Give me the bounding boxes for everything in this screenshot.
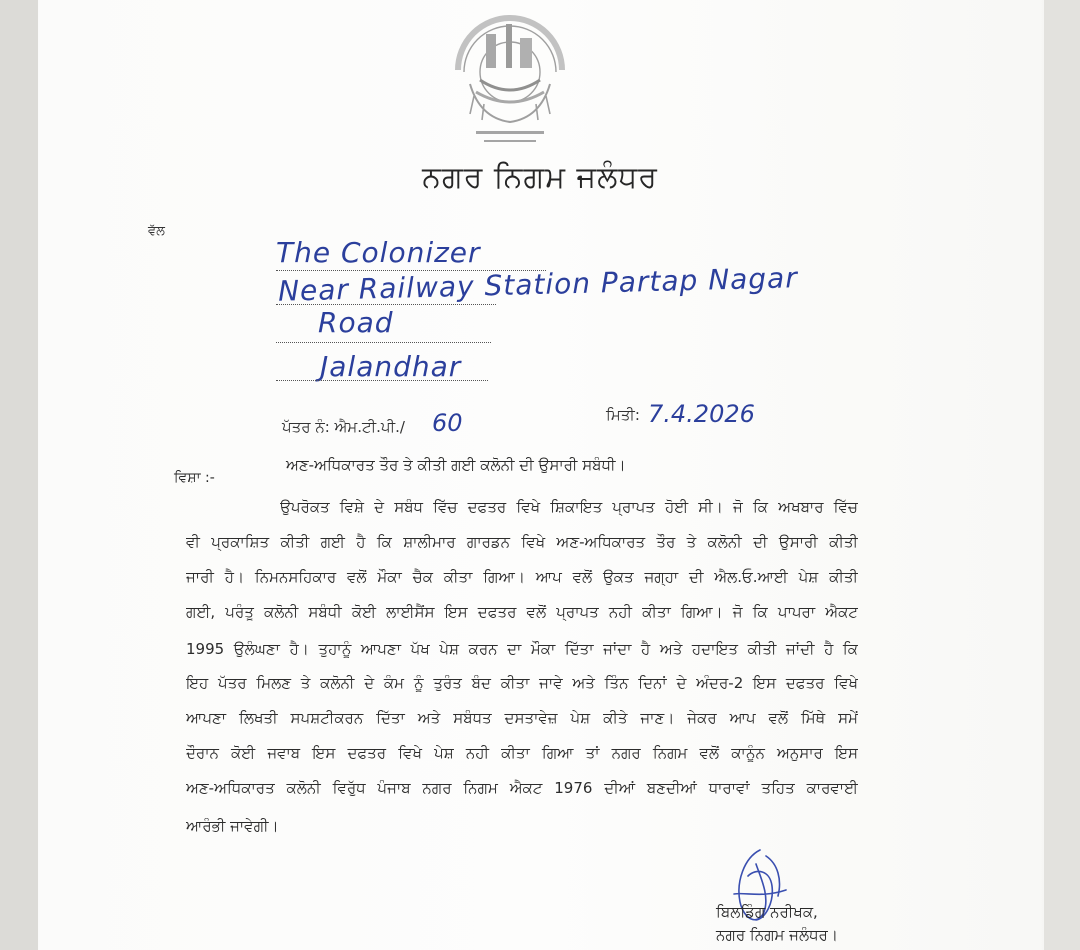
- letter-number-label: ਪੱਤਰ ਨੰ: ਐਮ.ਟੀ.ਪੀ./: [282, 418, 405, 436]
- body-line: ਅਣ-ਅਧਿਕਾਰਤ ਕਲੋਨੀ ਵਿਰੁੱਧ ਪੰਜਾਬ ਨਗਰ ਨਿਗਮ ਐਕਟ 1976 ਦੀਆਂ ਬਣਦੀਆਂ ਧਾਰਾਵਾਂ ਤਹਿਤ ਕਾਰਵਾਈ: [186, 779, 858, 797]
- body-line: ਵੀ ਪ੍ਰਕਾਸ਼ਿਤ ਕੀਤੀ ਗਈ ਹੈ ਕਿ ਸ਼ਾਲੀਮਾਰ ਗਾਰਡਨ ਵਿਖੇ ਅਣ-ਅਧਿਕਾਰਤ ਤੌਰ ਤੇ ਕਲੋਨੀ ਦੀ ਉਸਾਰੀ ਕੀਤੀ: [186, 533, 858, 551]
- letter-number-value: 60: [432, 409, 463, 437]
- municipal-seal-logo: [440, 0, 580, 150]
- date-label: ਮਿਤੀ:: [606, 406, 640, 424]
- body-line: ਗਈ, ਪਰੰਤੂ ਕਲੋਨੀ ਸਬੰਧੀ ਕੋਈ ਲਾਈਸੈਂਸ ਇਸ ਦਫਤਰ ਵਲੋਂ ਪ੍ਰਾਪਤ ਨਹੀ ਕੀਤਾ ਗਿਆ। ਜੋ ਕਿ ਪਾਪਰਾ ਐਕਟ: [186, 603, 858, 621]
- body-line: ਆਰੰਭੀ ਜਾਵੇਗੀ।: [186, 817, 279, 835]
- address-dotted-line: [276, 342, 491, 343]
- body-line: ਦੌਰਾਨ ਕੋਈ ਜਵਾਬ ਇਸ ਦਫਤਰ ਵਿਖੇ ਪੇਸ਼ ਨਹੀ ਕੀਤਾ ਗਿਆ ਤਾਂ ਨਗਰ ਨਿਗਮ ਵਲੋਂ ਕਾਨੂੰਨ ਅਨੁਸਾਰ ਇਸ: [186, 744, 858, 762]
- body-line: ਜਾਰੀ ਹੈ। ਨਿਮਨਸਹਿਕਾਰ ਵਲੋਂ ਮੌਕਾ ਚੈਕ ਕੀਤਾ ਗਿਆ। ਆਪ ਵਲੋਂ ਉਕਤ ਜਗ੍ਹਾ ਦੀ ਐਲ.ਓ.ਆਈ ਪੇਸ਼ ਕੀਤੀ: [186, 568, 858, 586]
- signatory-title: ਬਿਲਡਿੰਗ ਨਰੀਖਕ,: [716, 903, 818, 921]
- body-line: ਆਪਣਾ ਲਿਖਤੀ ਸਪਸ਼ਟੀਕਰਨ ਦਿੱਤਾ ਅਤੇ ਸਬੰਧਤ ਦਸਤਾਵੇਜ਼ ਪੇਸ਼ ਕੀਤੇ ਜਾਣ। ਜੇਕਰ ਆਪ ਵਲੋਂ ਮਿੱਥੇ ਸਮੇਂ: [186, 709, 858, 727]
- signatory-office: ਨਗਰ ਨਿਗਮ ਜਲੰਧਰ।: [716, 926, 838, 944]
- address-dotted-line: [276, 304, 496, 305]
- scan-edge-left: [0, 0, 38, 950]
- recipient-line-3: Road: [318, 306, 394, 339]
- body-line: ਇਹ ਪੱਤਰ ਮਿਲਣ ਤੇ ਕਲੋਨੀ ਦੇ ਕੰਮ ਨੂੰ ਤੁਰੰਤ ਬੰਦ ਕੀਤਾ ਜਾਵੇ ਅਤੇ ਤਿੰਨ ਦਿਨਾਂ ਦੇ ਅੰਦਰ-2 ਇਸ ਦਫਤਰ ਵਿਖੇ: [186, 674, 858, 692]
- recipient-line-2: Near Railway Station Partap Nagar: [277, 261, 799, 308]
- address-dotted-line: [276, 380, 488, 381]
- recipient-line-1: The Colonizer: [276, 236, 481, 269]
- body-line: 1995 ਉਲੰਘਣਾ ਹੈ। ਤੁਹਾਨੂੰ ਆਪਣਾ ਪੱਖ ਪੇਸ਼ ਕਰਨ ਦਾ ਮੌਕਾ ਦਿੱਤਾ ਜਾਂਦਾ ਹੈ ਅਤੇ ਹਦਾਇਤ ਕੀਤੀ ਜਾਂਦੀ ਹੈ ਕਿ: [186, 640, 858, 658]
- page-title: ਨਗਰ ਨਿਗਮ ਜਲੰਧਰ: [422, 160, 658, 195]
- body-line: ਉਪਰੋਕਤ ਵਿਸ਼ੇ ਦੇ ਸਬੰਧ ਵਿੱਚ ਦਫਤਰ ਵਿਖੇ ਸ਼ਿਕਾਇਤ ਪ੍ਰਾਪਤ ਹੋਈ ਸੀ। ਜੋ ਕਿ ਅਖਬਾਰ ਵਿੱਚ: [280, 498, 858, 516]
- subject-text: ਅਣ-ਅਧਿਕਾਰਤ ਤੌਰ ਤੇ ਕੀਤੀ ਗਈ ਕਲੋਨੀ ਦੀ ਉਸਾਰੀ ਸਬੰਧੀ।: [286, 456, 626, 474]
- to-label: ਵੱਲ: [148, 224, 165, 239]
- recipient-line-4: Jalandhar: [320, 350, 462, 383]
- subject-label: ਵਿਸ਼ਾ :-: [174, 470, 215, 486]
- scan-edge-right: [1044, 0, 1080, 950]
- date-value: 7.4.2026: [648, 400, 755, 428]
